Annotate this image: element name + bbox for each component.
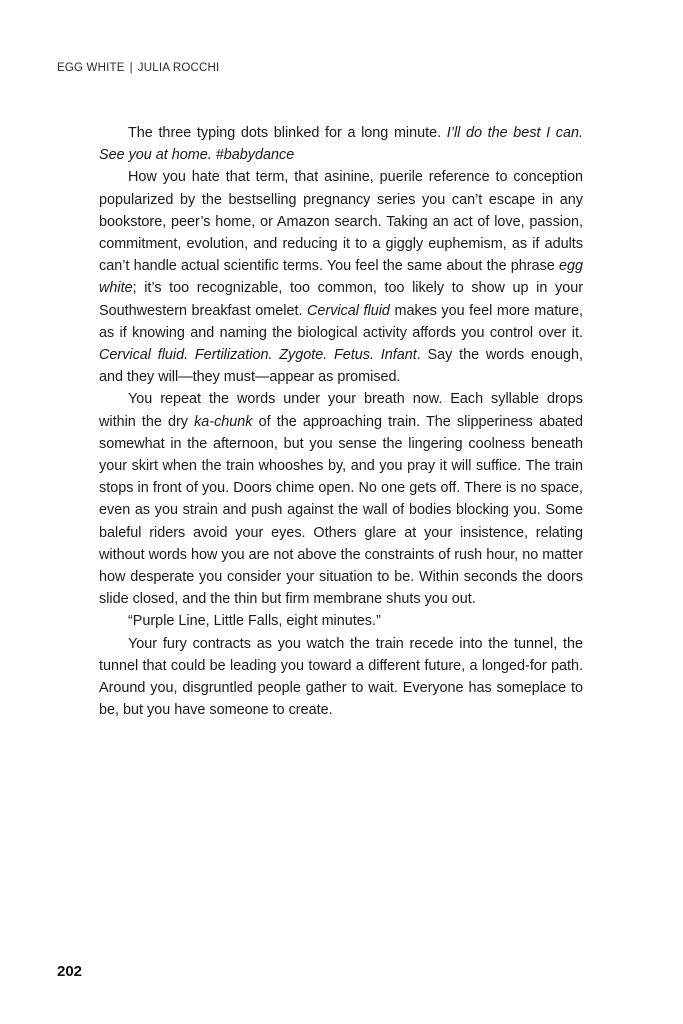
text-run: The three typing dots blinked for a long minute. xyxy=(128,125,447,141)
text-run: “Purple Line, Little Falls, eight minutes.” xyxy=(128,613,381,630)
text-run: makes you feel more mature, as if knowing and naming the biological activity affords you control over it. xyxy=(99,302,584,341)
italic-text-run: Cervical fluid. Fertilization. Zygote. Fetus. Infant xyxy=(99,347,417,364)
text-run: . Say the words enough, and they will—they must—appear as promised. xyxy=(99,347,583,386)
book-title: EGG WHITE xyxy=(57,62,125,74)
paragraph xyxy=(99,166,583,388)
body-text xyxy=(99,122,583,721)
text-run: You repeat the words under your breath now. Each syllable drops within the dry xyxy=(99,391,583,430)
paragraph xyxy=(99,388,583,610)
text-run: Your fury contracts as you watch the train recede into the tunnel, the tunnel that could be leading you toward a different future, a longed-for path. Around you, disgruntled people gather to wait. Everyone has someplace to be, but you have someone to create. xyxy=(99,635,583,719)
italic-text-run: ka-chunk xyxy=(194,413,253,430)
text-run: of the approaching train. The slipperiness abated somewhat in the afternoon, but you sense the lingering coolness beneath your skirt when the train whooshes by, and you pray it will suffice. The train stops in front of you. Doors chime open. No one gets off. There is no space, even as you strain and push against the wall of bodies blocking you. Some baleful riders avoid your eyes. Others glare at your insistence, relating without words how you are not above the constraints of rush hour, no matter how desperate you consider your situation to be. Within seconds the doors slide closed, and the thin but firm membrane shuts you out. xyxy=(99,413,583,608)
paragraph xyxy=(99,610,583,632)
text-run: How you hate that term, that asinine, puerile reference to conception popularized by the bestselling pregnancy series you can’t escape in any bookstore, peer’s home, or Amazon search. Taking an act of love, passion, commitment, evolution, and reducing it to a giggly euphemism, as if adults can’t handle actual scientific terms. You feel the same about the phrase xyxy=(99,169,583,275)
italic-text-run: Cervical fluid xyxy=(307,302,390,319)
italic-text-run: egg white xyxy=(99,258,583,297)
running-head xyxy=(57,62,219,74)
header-separator: | xyxy=(129,62,133,74)
paragraph xyxy=(99,633,583,722)
paragraph xyxy=(99,122,583,166)
author-name: JULIA ROCCHI xyxy=(137,62,220,74)
italic-text-run: I’ll do the best I can. See you at home. #babydance xyxy=(99,125,583,164)
text-run: ; it’s too recognizable, too common, too likely to show up in your Southwestern breakfast omelet. xyxy=(99,280,583,319)
page-number: 202 xyxy=(57,963,83,980)
